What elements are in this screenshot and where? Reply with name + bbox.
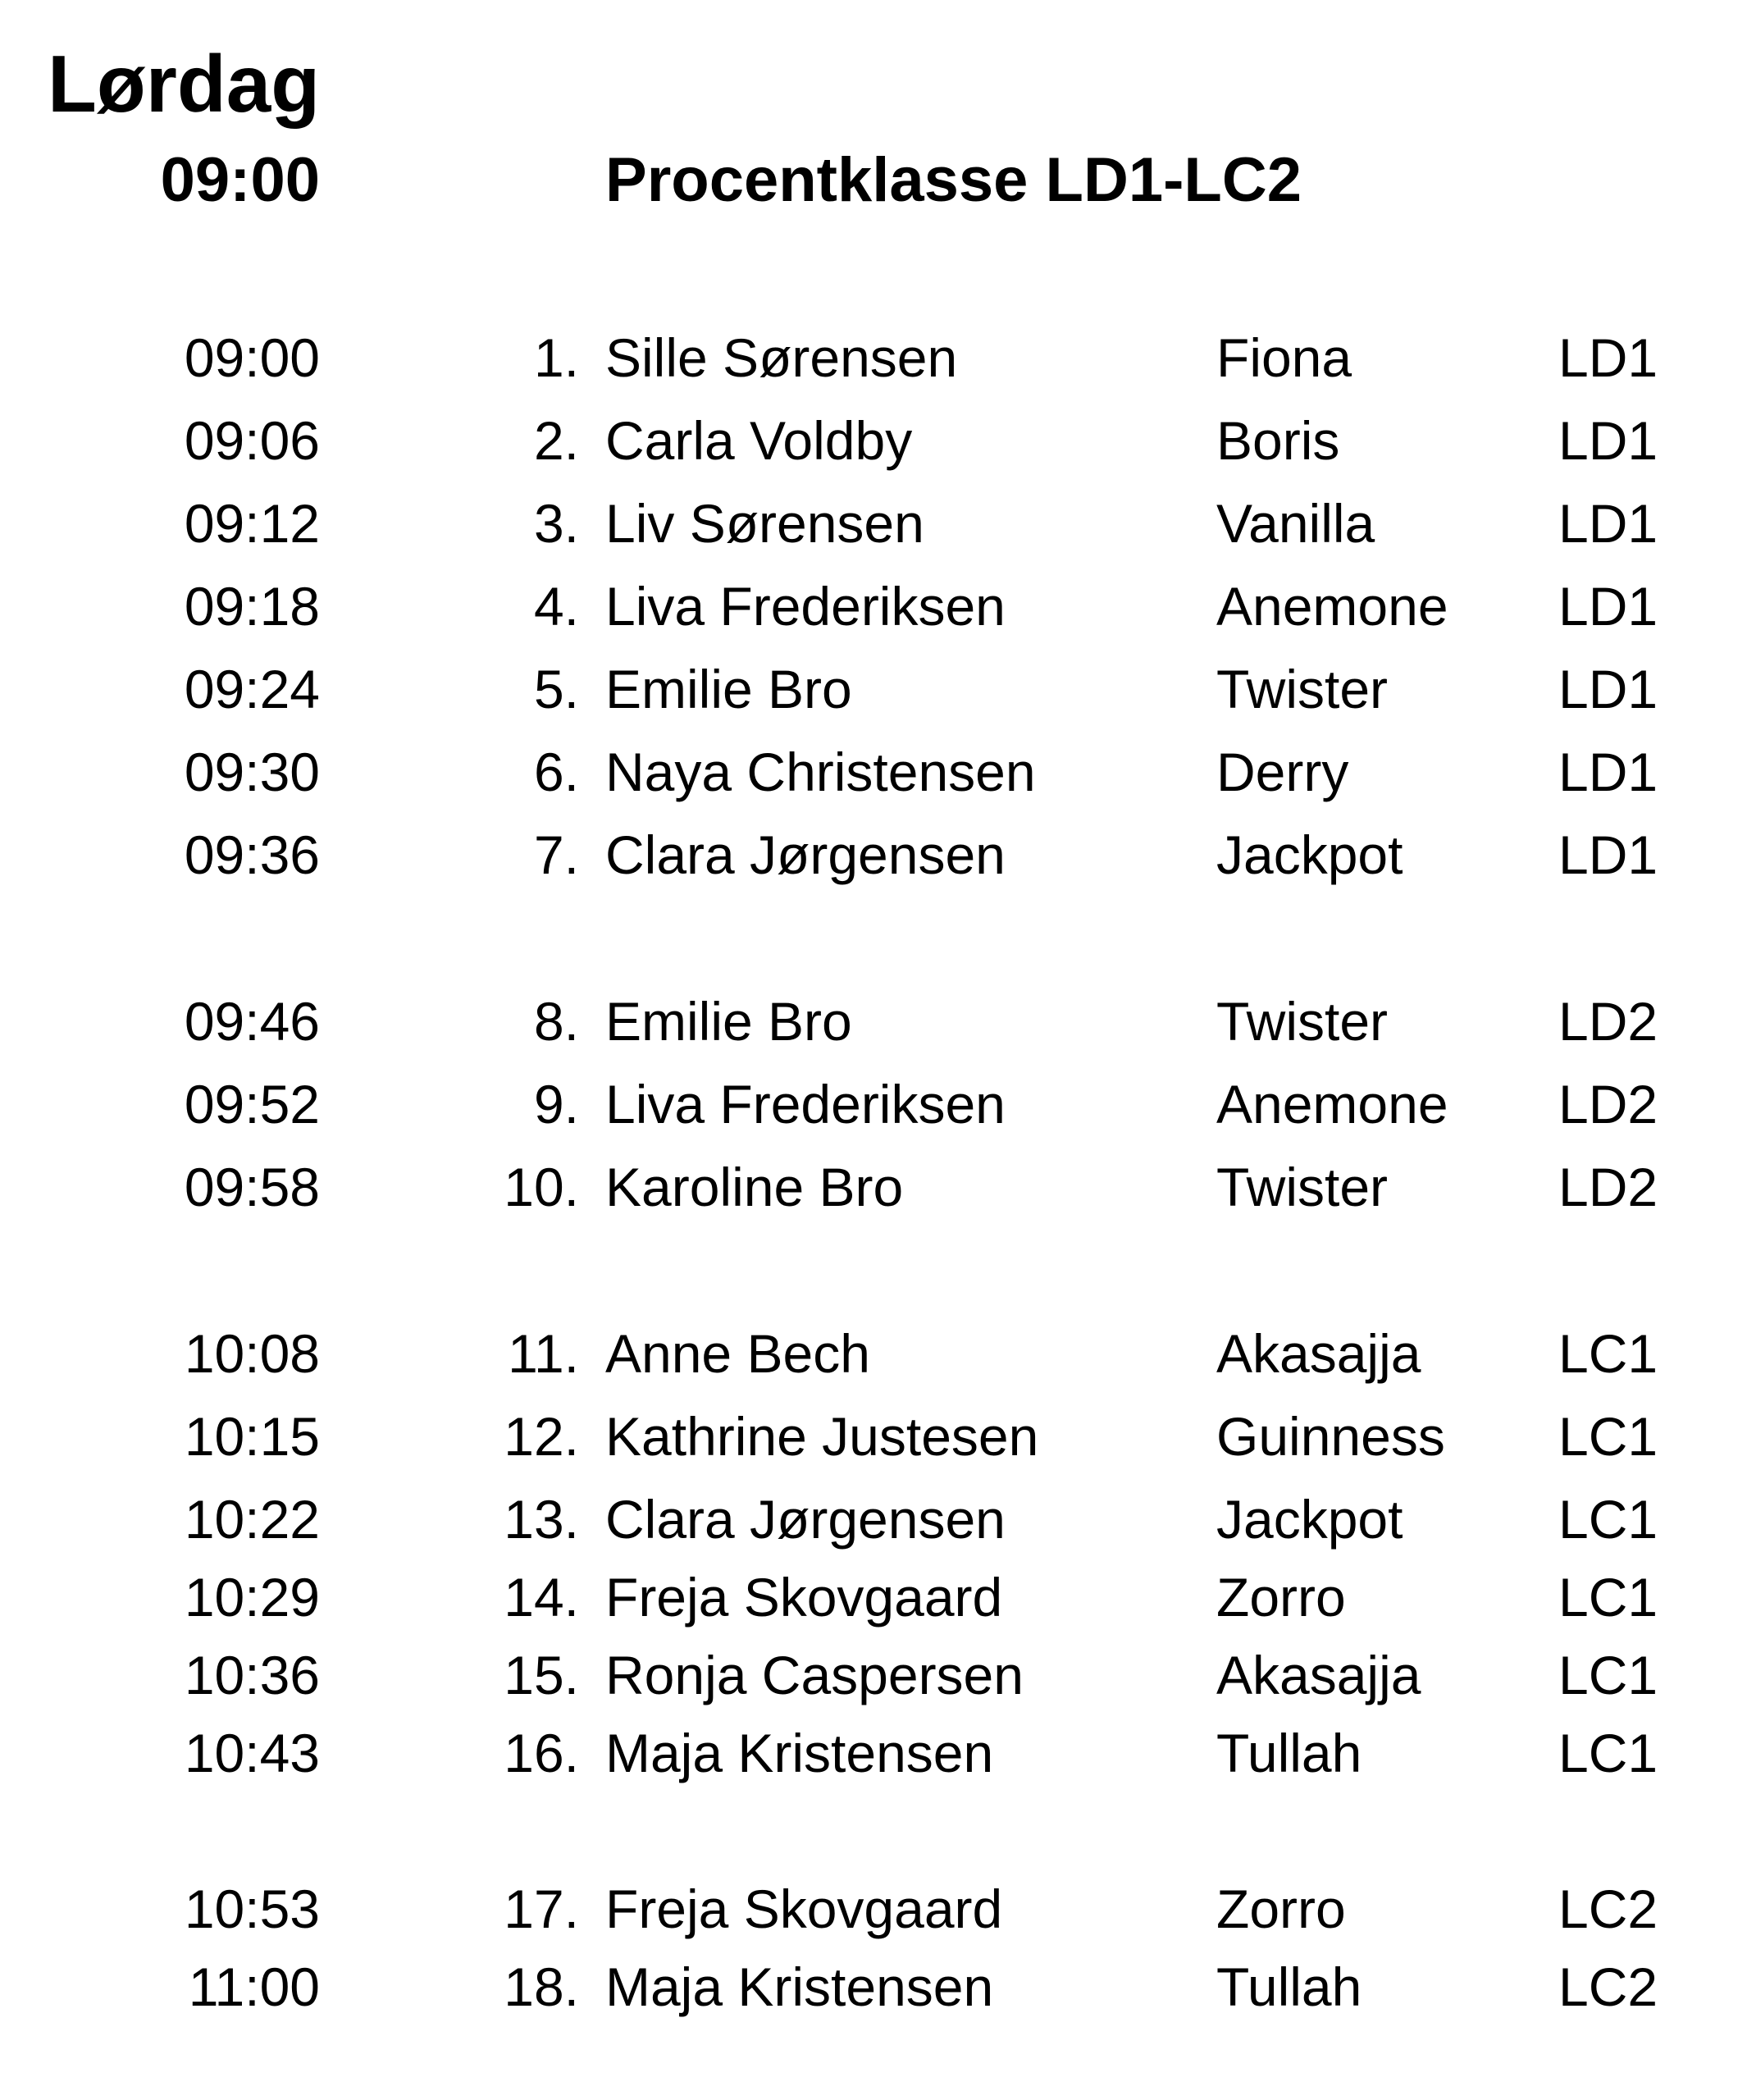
level: LD1: [1558, 493, 1658, 554]
list-item: [0, 1946, 1747, 2028]
list-item: [0, 1712, 1747, 1794]
level: LD2: [1558, 991, 1658, 1052]
class-title: Procentklasse LD1-LC2: [605, 145, 1302, 215]
level: LC2: [1558, 1956, 1658, 2017]
horse-name: Twister: [1216, 659, 1389, 719]
start-number: 1.: [533, 327, 579, 388]
start-number: 15.: [504, 1645, 579, 1705]
start-time: 09:18: [184, 576, 320, 637]
start-time: 09:24: [184, 659, 320, 719]
list-item: [0, 565, 1747, 647]
start-number: 6.: [533, 742, 579, 802]
level: LC1: [1558, 1406, 1658, 1467]
start-number: 8.: [533, 991, 579, 1052]
list-item: [0, 1634, 1747, 1716]
rider-name: Clara Jørgensen: [605, 824, 1006, 885]
level: LD1: [1558, 824, 1658, 885]
horse-name: Jackpot: [1216, 1489, 1403, 1550]
start-time: 09:58: [184, 1157, 320, 1217]
start-time: 10:15: [184, 1406, 320, 1467]
start-time: 10:29: [184, 1567, 320, 1628]
level: LD1: [1558, 742, 1658, 802]
horse-name: Vanilla: [1216, 493, 1375, 554]
list-item: [0, 1063, 1747, 1145]
level: LD1: [1558, 327, 1658, 388]
rider-name: Emilie Bro: [605, 659, 852, 719]
list-item: [0, 1478, 1747, 1560]
rider-name: Clara Jørgensen: [605, 1489, 1006, 1550]
start-time: 10:43: [184, 1723, 320, 1783]
rider-name: Kathrine Justesen: [605, 1406, 1039, 1467]
rider-name: Ronja Caspersen: [605, 1645, 1024, 1705]
level: LD2: [1558, 1157, 1658, 1217]
start-number: 3.: [533, 493, 579, 554]
level: LD1: [1558, 659, 1658, 719]
level: LC1: [1558, 1567, 1658, 1628]
horse-name: Zorro: [1216, 1879, 1346, 1939]
list-item: [0, 1868, 1747, 1950]
day-title: Lørdag: [48, 39, 321, 129]
list-item: [0, 1312, 1747, 1395]
horse-name: Twister: [1216, 991, 1389, 1052]
rider-name: Maja Kristensen: [605, 1956, 994, 2017]
start-number: 7.: [533, 824, 579, 885]
rider-name: Liva Frederiksen: [605, 576, 1006, 637]
level: LC2: [1558, 1879, 1658, 1939]
start-number: 16.: [504, 1723, 579, 1783]
horse-name: Tullah: [1216, 1956, 1362, 2017]
rider-name: Maja Kristensen: [605, 1723, 994, 1783]
rider-name: Liv Sørensen: [605, 493, 924, 554]
rider-name: Liva Frederiksen: [605, 1074, 1006, 1134]
list-item: [0, 731, 1747, 813]
rider-name: Freja Skovgaard: [605, 1879, 1003, 1939]
start-number: 9.: [533, 1074, 579, 1134]
class-start-time: 09:00: [160, 145, 320, 215]
start-time: 09:52: [184, 1074, 320, 1134]
list-item: [0, 1395, 1747, 1477]
horse-name: Zorro: [1216, 1567, 1346, 1628]
horse-name: Derry: [1216, 742, 1349, 802]
list-item: [0, 482, 1747, 564]
list-item: [0, 399, 1747, 482]
horse-name: Tullah: [1216, 1723, 1362, 1783]
start-time: 11:00: [188, 1956, 320, 2017]
horse-name: Anemone: [1216, 1074, 1448, 1134]
list-item: [0, 1556, 1747, 1638]
level: LC1: [1558, 1489, 1658, 1550]
start-time: 10:22: [184, 1489, 320, 1550]
start-number: 14.: [504, 1567, 579, 1628]
rider-name: Freja Skovgaard: [605, 1567, 1003, 1628]
start-time: 09:00: [184, 327, 320, 388]
list-item: [0, 980, 1747, 1062]
list-item: [0, 1146, 1747, 1228]
rider-name: Carla Voldby: [605, 410, 913, 471]
start-time: 09:06: [184, 410, 320, 471]
horse-name: Twister: [1216, 1157, 1389, 1217]
start-time: 09:30: [184, 742, 320, 802]
start-number: 11.: [508, 1323, 579, 1384]
start-number: 10.: [504, 1157, 579, 1217]
start-number: 13.: [504, 1489, 579, 1550]
list-item: [0, 648, 1747, 730]
horse-name: Akasajja: [1216, 1645, 1421, 1705]
start-number: 4.: [533, 576, 579, 637]
level: LC1: [1558, 1645, 1658, 1705]
rider-name: Sille Sørensen: [605, 327, 958, 388]
start-time: 10:36: [184, 1645, 320, 1705]
rider-name: Emilie Bro: [605, 991, 852, 1052]
horse-name: Boris: [1216, 410, 1340, 471]
level: LC1: [1558, 1323, 1658, 1384]
list-item: [0, 814, 1747, 896]
level: LC1: [1558, 1723, 1658, 1783]
horse-name: Guinness: [1216, 1406, 1445, 1467]
start-time: 10:53: [184, 1879, 320, 1939]
rider-name: Karoline Bro: [605, 1157, 904, 1217]
rider-name: Anne Bech: [605, 1323, 870, 1384]
list-item: [0, 317, 1747, 399]
start-number: 18.: [504, 1956, 579, 2017]
horse-name: Fiona: [1216, 327, 1352, 388]
rider-name: Naya Christensen: [605, 742, 1036, 802]
horse-name: Anemone: [1216, 576, 1448, 637]
start-number: 17.: [504, 1879, 579, 1939]
level: LD1: [1558, 410, 1658, 471]
horse-name: Akasajja: [1216, 1323, 1421, 1384]
start-number: 2.: [533, 410, 579, 471]
start-number: 12.: [504, 1406, 579, 1467]
start-time: 09:36: [184, 824, 320, 885]
start-time: 09:12: [184, 493, 320, 554]
level: LD2: [1558, 1074, 1658, 1134]
horse-name: Jackpot: [1216, 824, 1403, 885]
level: LD1: [1558, 576, 1658, 637]
start-time: 10:08: [184, 1323, 320, 1384]
start-time: 09:46: [184, 991, 320, 1052]
start-number: 5.: [533, 659, 579, 719]
